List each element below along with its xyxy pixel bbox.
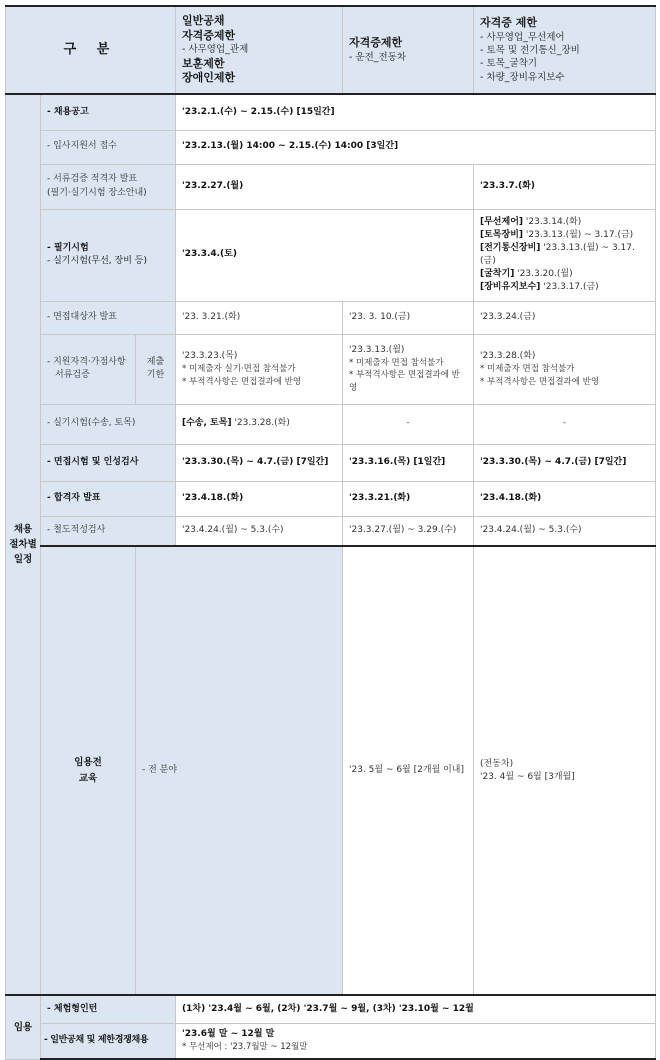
value-practical-license [474, 209, 656, 301]
row-interview-target [6, 301, 656, 334]
label-deadline: 제출 기한 [136, 334, 176, 404]
row-general-hire [6, 1023, 656, 1059]
label-announcement: - 채용공고 [41, 94, 176, 130]
row-practical-exam [6, 404, 656, 444]
value-interview-3: '23.3.30.(목) ~ 4.7.(금) [7일간] [474, 444, 656, 481]
label-pass: - 합격자 발표 [41, 481, 176, 516]
value-aptitude-3: '23.4.24.(월) ~ 5.3.(수) [474, 516, 656, 546]
row-pass [6, 481, 656, 516]
value-written-exam: '23.3.4.(토) [176, 209, 474, 301]
label-intern: - 체험형인턴 [41, 995, 176, 1023]
label-general-hire: - 일반공채 및 제한경쟁채용 [41, 1023, 176, 1059]
row-pre-education [6, 546, 656, 995]
category-schedule: 채용 절차별 일정 [6, 94, 41, 995]
label-interview-target: - 면접대상자 발표 [41, 301, 176, 334]
value-practical-exam-2: - [343, 404, 474, 444]
label-written-exam: - 필기시험 - 실기시험(무선, 장비 등) [41, 209, 176, 301]
value-qual-check-3: '23.3.28.(화) * 미제출자 면접 참석불가 * 부적격사항은 면접결과에 반영 [474, 334, 656, 404]
value-aptitude-1: '23.4.24.(월) ~ 5.3.(수) [176, 516, 343, 546]
practical-item: [무선제어] '23.3.14.(화) [480, 216, 582, 227]
row-aptitude [6, 516, 656, 546]
value-pass-3: '23.4.18.(화) [474, 481, 656, 516]
row-doc-screen [6, 164, 656, 209]
value-interview-1: '23.3.30.(목) ~ 4.7.(금) [7일간] [176, 444, 343, 481]
label-aptitude: - 철도적성검사 [41, 516, 176, 546]
row-qual-check [6, 334, 656, 404]
value-pre-education-1: '23. 5월 ~ 6월 [2개월 이내] [343, 546, 474, 995]
header-col-general: 일반공채 자격증제한 - 사무영업_관제 보훈제한 장애인제한 [176, 6, 343, 94]
practical-item: [장비유지보수] '23.3.17.(금) [480, 282, 599, 293]
value-pass-1: '23.4.18.(화) [176, 481, 343, 516]
value-practical-exam-1: [수송, 토목] '23.3.28.(화) [176, 404, 343, 444]
value-aptitude-2: '23.3.27.(월) ~ 3.29.(수) [343, 516, 474, 546]
value-interview-target-1: '23. 3.21.(화) [176, 301, 343, 334]
row-apply [6, 130, 656, 164]
category-appointment: 임용 [6, 995, 41, 1059]
value-general-hire: '23.6월 말 ~ 12월 말 * 무선제어 : '23.7월말 ~ 12월말 [176, 1023, 656, 1059]
value-announcement: '23.2.1.(수) ~ 2.15.(수) [15일간] [176, 94, 656, 130]
value-doc-screen-general: '23.2.27.(월) [176, 164, 474, 209]
label-practical-exam: - 실기시험(수송, 토목) [41, 404, 176, 444]
practical-item: [굴착기] '23.3.20.(월) [480, 269, 573, 280]
label-pre-education: - 전 분야 [136, 546, 343, 995]
label-qual-check: - 지원자격·가점사항 서류검증 [41, 334, 136, 404]
value-intern: (1차) '23.4월 ~ 6월, (2차) '23.7월 ~ 9월, (3차) '23.10월 ~ 12월 [176, 995, 656, 1023]
row-intern [6, 995, 656, 1023]
value-pass-2: '23.3.21.(화) [343, 481, 474, 516]
header-gubun: 구 분 [6, 6, 176, 94]
value-qual-check-2: '23.3.13.(월) * 미제출자 면접 참석불가 * 부적격사항은 면접결과에 반영 [343, 334, 474, 404]
value-interview-target-3: '23.3.24.(금) [474, 301, 656, 334]
value-qual-check-1: '23.3.23.(목) * 미제출자 실기·면접 참석불가 * 부적격사항은 면접결과에 반영 [176, 334, 343, 404]
row-announcement [6, 94, 656, 130]
label-doc-screen: - 서류검증 적격자 발표 (필기·실기시험 장소안내) [41, 164, 176, 209]
value-practical-exam-3: - [474, 404, 656, 444]
table-header-row [6, 6, 656, 94]
value-interview-2: '23.3.16.(목) [1일간] [343, 444, 474, 481]
header-col-license: 자격증 제한 - 사무영업_무선제어 - 토목 및 전기통신_장비 - 토목_굴착기 - 차량_장비유지보수 [474, 6, 656, 94]
label-apply: - 입사지원서 접수 [41, 130, 176, 164]
value-pre-education-2: (전동차) '23. 4월 ~ 6월 [3개월] [474, 546, 656, 995]
row-interview [6, 444, 656, 481]
header-col-train: 자격증제한 - 운전_전동차 [343, 6, 474, 94]
label-interview: - 면접시험 및 인성검사 [41, 444, 176, 481]
value-apply: '23.2.13.(월) 14:00 ~ 2.15.(수) 14:00 [3일간] [176, 130, 656, 164]
recruitment-schedule-table [5, 5, 656, 1060]
practical-item: [토목장비] '23.3.13.(월) ~ 3.17.(금) [480, 229, 634, 240]
row-written-exam [6, 209, 656, 301]
practical-item: [전기통신장비] '23.3.13.(월) ~ 3.17.(금) [480, 242, 635, 266]
value-interview-target-2: '23. 3. 10.(금) [343, 301, 474, 334]
value-doc-screen-license: '23.3.7.(화) [474, 164, 656, 209]
category-pre-education: 임용전 교육 [41, 546, 136, 995]
